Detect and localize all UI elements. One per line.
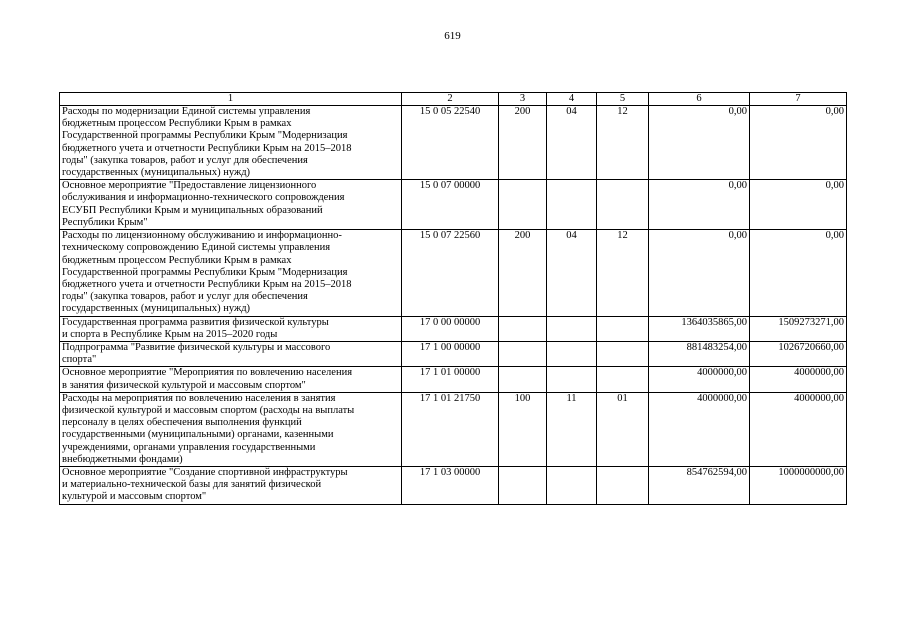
row-code: 17 1 01 00000 [402, 367, 499, 392]
table-header-row [60, 93, 847, 106]
table-row [60, 230, 847, 316]
column-header: 4 [547, 93, 597, 106]
row-amount-col6: 0,00 [649, 106, 750, 180]
row-amount-col7: 4000000,00 [750, 392, 847, 466]
row-col5 [597, 316, 649, 341]
row-name: Расходы на мероприятия по вовлечению населения в занятия физической культурой и массовым спортом (расходы на выплаты персоналу в целях обеспечения выполнения функций государственными (муниципальными) органами, казенными учреждениями, органами управления государственными внебюджетными фондами) [60, 392, 402, 466]
row-code: 17 1 00 00000 [402, 342, 499, 367]
row-amount-col6: 881483254,00 [649, 342, 750, 367]
row-code: 17 0 00 00000 [402, 316, 499, 341]
table-row [60, 342, 847, 367]
row-name: Государственная программа развития физической культуры и спорта в Республике Крым на 2015–2020 годы [60, 316, 402, 341]
row-amount-col7: 1026720660,00 [750, 342, 847, 367]
table-row [60, 367, 847, 392]
row-col4 [547, 467, 597, 505]
row-col4 [547, 316, 597, 341]
row-col3: 200 [499, 230, 547, 316]
row-col4 [547, 367, 597, 392]
row-col3 [499, 316, 547, 341]
table-row [60, 106, 847, 180]
row-col5 [597, 180, 649, 230]
row-col3 [499, 342, 547, 367]
row-name: Основное мероприятие "Предоставление лицензионного обслуживания и информационно-технического сопровождения ЕСУБП Республики Крым и муниципальных образований Республики Крым" [60, 180, 402, 230]
row-col4: 04 [547, 106, 597, 180]
row-col4: 11 [547, 392, 597, 466]
row-col4 [547, 180, 597, 230]
column-header: 3 [499, 93, 547, 106]
row-col3 [499, 467, 547, 505]
row-amount-col7: 1509273271,00 [750, 316, 847, 341]
row-col4: 04 [547, 230, 597, 316]
row-col3 [499, 180, 547, 230]
row-code: 17 1 01 21750 [402, 392, 499, 466]
row-code: 15 0 07 22560 [402, 230, 499, 316]
row-code: 17 1 03 00000 [402, 467, 499, 505]
row-col4 [547, 342, 597, 367]
row-amount-col6: 0,00 [649, 230, 750, 316]
row-amount-col7: 0,00 [750, 106, 847, 180]
table-row [60, 467, 847, 505]
table-row [60, 180, 847, 230]
row-col5: 12 [597, 230, 649, 316]
column-header: 5 [597, 93, 649, 106]
row-amount-col7: 0,00 [750, 180, 847, 230]
row-amount-col7: 0,00 [750, 230, 847, 316]
table-row [60, 316, 847, 341]
row-name: Расходы по модернизации Единой системы управления бюджетным процессом Республики Крым в рамках Государственной программы Республики Крым "Модернизация бюджетного учета и отчетности Республики Крым на 2015–2018 годы" (закупка товаров, работ и услуг для обеспечения государственных (муниципальных) нужд) [60, 106, 402, 180]
page-number: 619 [444, 30, 461, 42]
row-code: 15 0 05 22540 [402, 106, 499, 180]
row-name: Основное мероприятие "Создание спортивной инфраструктуры и материально-технической базы для занятий физической культурой и массовым спортом" [60, 467, 402, 505]
row-name: Расходы по лицензионному обслуживанию и информационно- техническому сопровождению Единой системы управления бюджетным процессом Республики Крым в рамках Государственной программы Республики Крым "Модернизация бюджетного учета и отчетности Республики Крым на 2015–2018 годы" (закупка товаров, работ и услуг для обеспечения государственных (муниципальных) нужд) [60, 230, 402, 316]
row-col5: 12 [597, 106, 649, 180]
row-col3 [499, 367, 547, 392]
column-header: 2 [402, 93, 499, 106]
row-col5: 01 [597, 392, 649, 466]
row-name: Основное мероприятие "Мероприятия по вовлечению населения в занятия физической культурой и массовым спортом" [60, 367, 402, 392]
row-amount-col6: 854762594,00 [649, 467, 750, 505]
row-amount-col6: 4000000,00 [649, 392, 750, 466]
row-col3: 200 [499, 106, 547, 180]
column-header: 6 [649, 93, 750, 106]
row-col5 [597, 467, 649, 505]
row-amount-col6: 1364035865,00 [649, 316, 750, 341]
row-amount-col6: 4000000,00 [649, 367, 750, 392]
row-col5 [597, 367, 649, 392]
row-amount-col6: 0,00 [649, 180, 750, 230]
row-name: Подпрограмма "Развитие физической культуры и массового спорта" [60, 342, 402, 367]
column-header: 1 [60, 93, 402, 106]
row-amount-col7: 4000000,00 [750, 367, 847, 392]
table-row [60, 392, 847, 466]
column-header: 7 [750, 93, 847, 106]
row-col5 [597, 342, 649, 367]
budget-table [59, 92, 847, 505]
row-code: 15 0 07 00000 [402, 180, 499, 230]
row-amount-col7: 1000000000,00 [750, 467, 847, 505]
row-col3: 100 [499, 392, 547, 466]
